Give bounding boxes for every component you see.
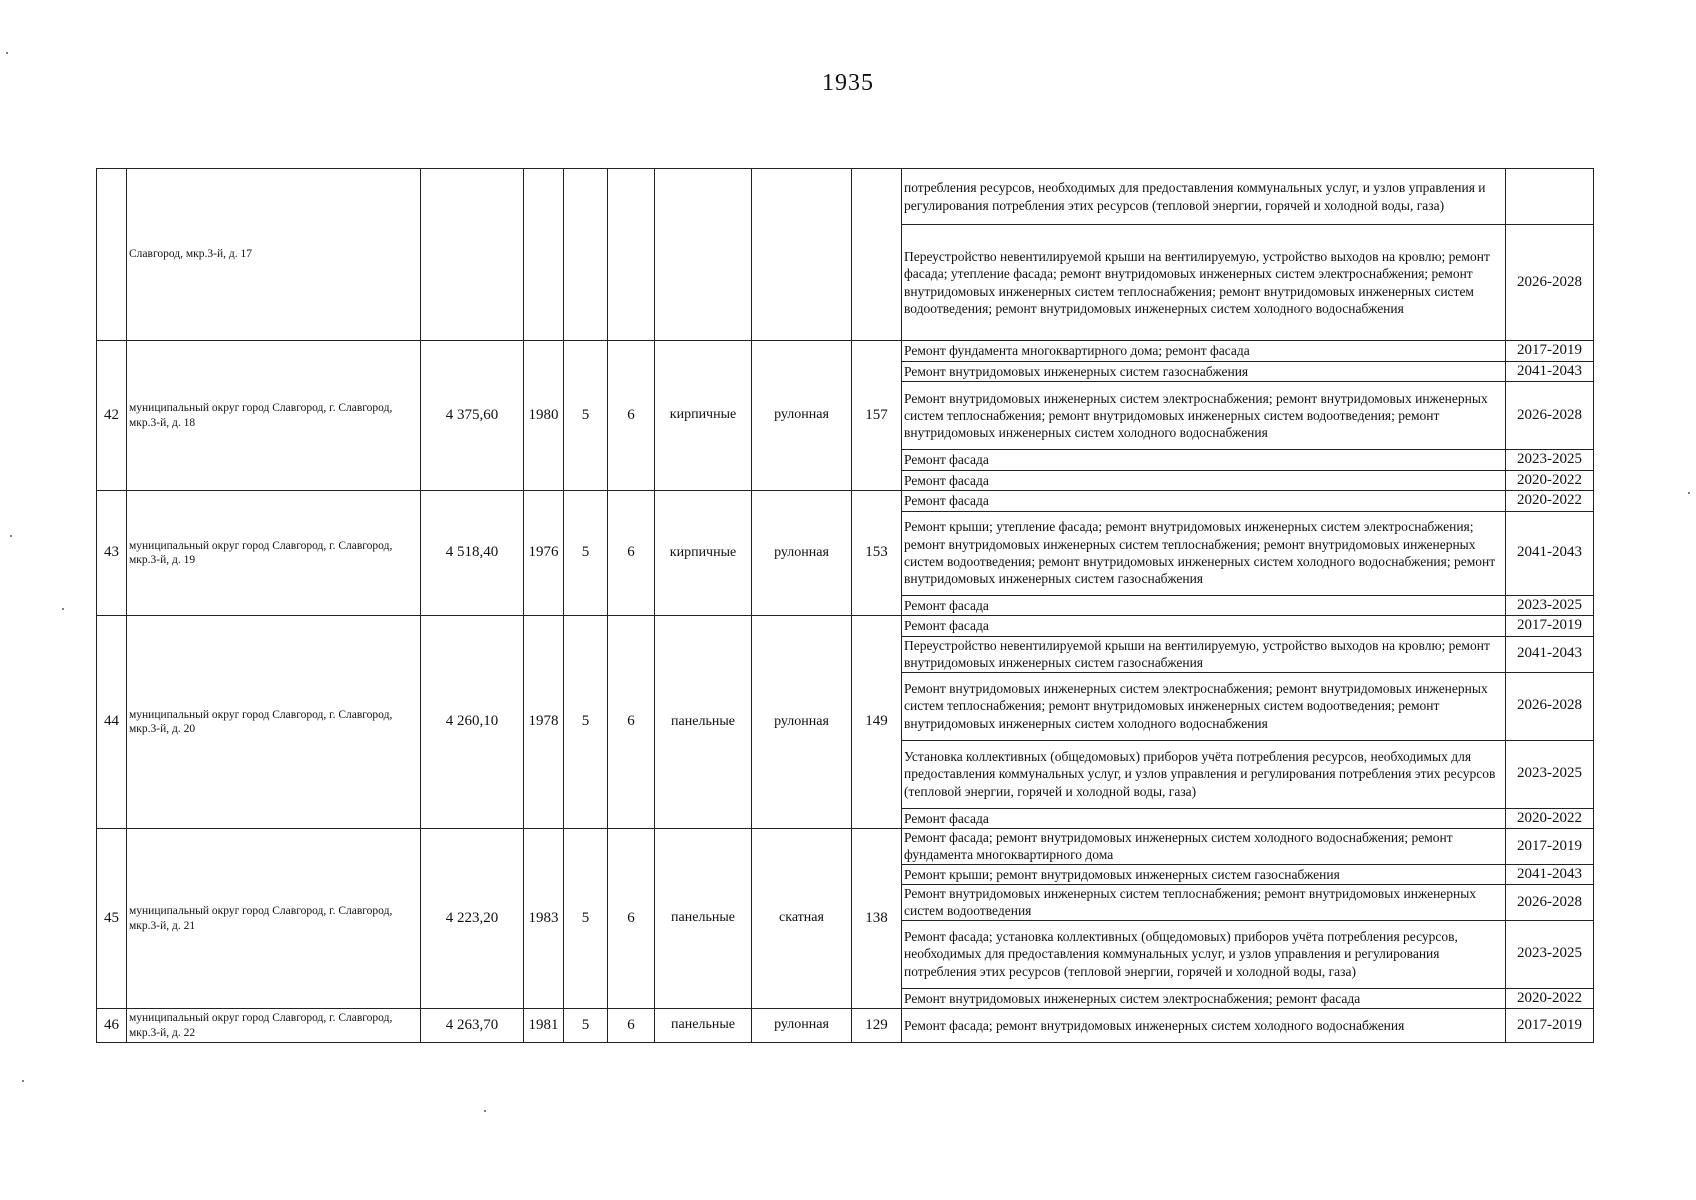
term-cell: 2017-2019 [1506, 1009, 1594, 1043]
term-cell: 2023-2025 [1506, 740, 1594, 808]
row-number-cell: 46 [97, 1009, 127, 1043]
area-cell: 4 263,70 [421, 1009, 524, 1043]
term-cell: 2041-2043 [1506, 361, 1594, 382]
term-cell: 2017-2019 [1506, 829, 1594, 865]
table-row [97, 616, 1594, 637]
roof-cell: рулонная [752, 1009, 852, 1043]
empty-cell [564, 169, 608, 341]
work-cell: Ремонт фасада [902, 470, 1506, 491]
work-cell: Ремонт фасада; ремонт внутридомовых инженерных систем холодного водоснабжения [902, 1009, 1506, 1043]
term-cell [1506, 169, 1594, 225]
empty-cell [655, 169, 752, 341]
walls-cell: панельные [655, 829, 752, 1009]
table-row [97, 169, 1594, 225]
table-body [97, 169, 1594, 1043]
address-cell: муниципальный округ город Славгород, г. Славгород, мкр.3-й, д. 21 [127, 829, 421, 1009]
table-row [97, 491, 1594, 512]
term-cell: 2023-2025 [1506, 450, 1594, 471]
entrances-cell: 6 [608, 829, 655, 1009]
walls-cell: кирпичные [655, 491, 752, 616]
scan-speck [484, 1110, 486, 1112]
term-cell: 2023-2025 [1506, 595, 1594, 616]
floors-cell: 5 [564, 491, 608, 616]
row-number-cell: 42 [97, 341, 127, 491]
work-cell: Ремонт фасада [902, 491, 1506, 512]
entrances-cell: 6 [608, 1009, 655, 1043]
work-cell: Переустройство невентилируемой крыши на вентилируемую, устройство выходов на кровлю; ремонт внутридомовых инженерных систем газоснабжения [902, 636, 1506, 672]
work-cell: Переустройство невентилируемой крыши на вентилируемую, устройство выходов на кровлю; ремонт фасада; утепление фасада; ремонт внутридомовых инженерных систем электроснабжения; ремонт внутридомовых инженерных систем теплоснабжения; ремонт внутридомовых инженерных систем водоотведения; ремонт внутридомовых инженерных систем холодного водоснабжения [902, 225, 1506, 341]
residents-cell: 149 [852, 616, 902, 829]
address-cell: муниципальный округ город Славгород, г. Славгород, мкр.3-й, д. 18 [127, 341, 421, 491]
row-number-cell: 45 [97, 829, 127, 1009]
capital-repair-table [96, 168, 1594, 1043]
term-cell: 2041-2043 [1506, 511, 1594, 595]
work-cell: Ремонт внутридомовых инженерных систем теплоснабжения; ремонт внутридомовых инженерных систем водоотведения [902, 885, 1506, 921]
work-cell: Ремонт фасада [902, 450, 1506, 471]
empty-cell [852, 169, 902, 341]
floors-cell: 5 [564, 829, 608, 1009]
roof-cell: рулонная [752, 491, 852, 616]
term-cell: 2020-2022 [1506, 988, 1594, 1009]
term-cell: 2017-2019 [1506, 341, 1594, 362]
residents-cell: 157 [852, 341, 902, 491]
empty-cell [608, 169, 655, 341]
term-cell: 2041-2043 [1506, 636, 1594, 672]
area-cell: 4 375,60 [421, 341, 524, 491]
walls-cell: панельные [655, 1009, 752, 1043]
residents-cell: 138 [852, 829, 902, 1009]
work-cell: Ремонт внутридомовых инженерных систем электроснабжения; ремонт фасада [902, 988, 1506, 1009]
empty-cell [524, 169, 564, 341]
scan-speck [62, 608, 64, 610]
term-cell: 2020-2022 [1506, 491, 1594, 512]
term-cell: 2023-2025 [1506, 920, 1594, 988]
row-number-cell: 43 [97, 491, 127, 616]
term-cell: 2020-2022 [1506, 808, 1594, 829]
row-number-cell [97, 169, 127, 341]
empty-cell [421, 169, 524, 341]
work-cell: Установка коллективных (общедомовых) приборов учёта потребления ресурсов, необходимых для предоставления коммунальных услуг, и узлов управления и регулирования потребления этих ресурсов (тепловой энергии, горячей и холодной воды, газа) [902, 740, 1506, 808]
work-cell: Ремонт внутридомовых инженерных систем электроснабжения; ремонт внутридомовых инженерных систем теплоснабжения; ремонт внутридомовых инженерных систем водоотведения; ремонт внутридомовых инженерных систем холодного водоснабжения [902, 382, 1506, 450]
walls-cell: кирпичные [655, 341, 752, 491]
work-cell: Ремонт фасада; установка коллективных (общедомовых) приборов учёта потребления ресурсов, необходимых для предоставления коммунальных услуг, и узлов управления и регулирования потребления этих ресурсов (тепловой энергии, горячей и холодной воды, газа) [902, 920, 1506, 988]
table-row [97, 341, 1594, 362]
year-cell: 1976 [524, 491, 564, 616]
term-cell: 2026-2028 [1506, 672, 1594, 740]
work-cell: Ремонт фундамента многоквартирного дома; ремонт фасада [902, 341, 1506, 362]
entrances-cell: 6 [608, 341, 655, 491]
scan-speck [10, 535, 12, 537]
term-cell: 2026-2028 [1506, 382, 1594, 450]
term-cell: 2017-2019 [1506, 616, 1594, 637]
row-number-cell: 44 [97, 616, 127, 829]
year-cell: 1981 [524, 1009, 564, 1043]
year-cell: 1978 [524, 616, 564, 829]
table-row [97, 1009, 1594, 1043]
entrances-cell: 6 [608, 491, 655, 616]
address-cell: муниципальный округ город Славгород, г. Славгород, мкр.3-й, д. 20 [127, 616, 421, 829]
work-cell: потребления ресурсов, необходимых для предоставления коммунальных услуг, и узлов управления и регулирования потребления этих ресурсов (тепловой энергии, горячей и холодной воды, газа) [902, 169, 1506, 225]
roof-cell: скатная [752, 829, 852, 1009]
residents-cell: 153 [852, 491, 902, 616]
table-row [97, 829, 1594, 865]
area-cell: 4 518,40 [421, 491, 524, 616]
floors-cell: 5 [564, 341, 608, 491]
floors-cell: 5 [564, 616, 608, 829]
year-cell: 1980 [524, 341, 564, 491]
term-cell: 2026-2028 [1506, 885, 1594, 921]
empty-cell [752, 169, 852, 341]
address-cell: муниципальный округ город Славгород, г. Славгород, мкр.3-й, д. 22 [127, 1009, 421, 1043]
term-cell: 2020-2022 [1506, 470, 1594, 491]
work-cell: Ремонт фасада [902, 616, 1506, 637]
address-cell: Славгород, мкр.3-й, д. 17 [127, 169, 421, 341]
term-cell: 2026-2028 [1506, 225, 1594, 341]
address-cell: муниципальный округ город Славгород, г. Славгород, мкр.3-й, д. 19 [127, 491, 421, 616]
walls-cell: панельные [655, 616, 752, 829]
term-cell: 2041-2043 [1506, 864, 1594, 885]
scan-speck [22, 1080, 24, 1082]
work-cell: Ремонт фасада [902, 808, 1506, 829]
work-cell: Ремонт внутридомовых инженерных систем газоснабжения [902, 361, 1506, 382]
residents-cell: 129 [852, 1009, 902, 1043]
scan-speck [6, 52, 8, 54]
page-number: 1935 [822, 70, 874, 96]
area-cell: 4 260,10 [421, 616, 524, 829]
area-cell: 4 223,20 [421, 829, 524, 1009]
work-cell: Ремонт крыши; утепление фасада; ремонт внутридомовых инженерных систем электроснабжения; ремонт внутридомовых инженерных систем теплоснабжения; ремонт внутридомовых инженерных систем водоотведения; ремонт внутридомовых инженерных систем холодного водоснабжения; ремонт внутридомовых инженерных систем газоснабжения [902, 511, 1506, 595]
year-cell: 1983 [524, 829, 564, 1009]
roof-cell: рулонная [752, 616, 852, 829]
work-cell: Ремонт крыши; ремонт внутридомовых инженерных систем газоснабжения [902, 864, 1506, 885]
work-cell: Ремонт фасада; ремонт внутридомовых инженерных систем холодного водоснабжения; ремонт фундамента многоквартирного дома [902, 829, 1506, 865]
entrances-cell: 6 [608, 616, 655, 829]
work-cell: Ремонт фасада [902, 595, 1506, 616]
scan-speck [1688, 492, 1690, 494]
roof-cell: рулонная [752, 341, 852, 491]
floors-cell: 5 [564, 1009, 608, 1043]
work-cell: Ремонт внутридомовых инженерных систем электроснабжения; ремонт внутридомовых инженерных систем теплоснабжения; ремонт внутридомовых инженерных систем водоотведения; ремонт внутридомовых инженерных систем холодного водоснабжения [902, 672, 1506, 740]
